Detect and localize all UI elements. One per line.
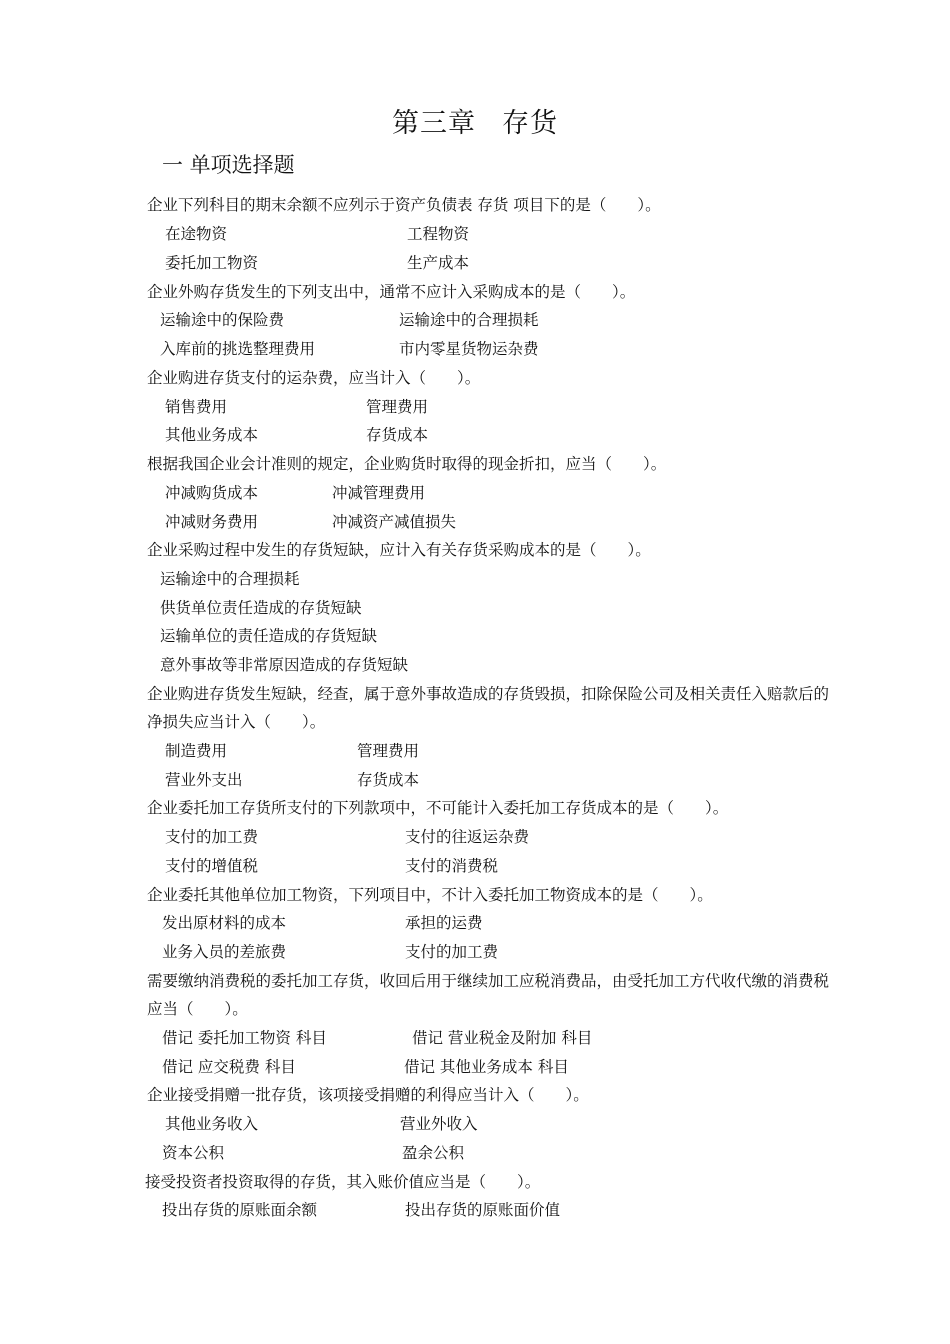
question-1-option-c: 委托加工物资: [165, 254, 259, 272]
question-9-option-c: 借记 应交税费 科目: [162, 1058, 296, 1076]
question-8-option-c: 业务入员的差旅费: [162, 943, 287, 961]
question-10-option-d: 盈余公积: [402, 1144, 465, 1162]
question-2-stem: 企业外购存货发生的下列支出中，通常不应计入采购成本的是（ ）。: [147, 283, 636, 301]
question-9-option-a: 借记 委托加工物资 科目: [162, 1029, 327, 1047]
question-7-option-d: 支付的消费税: [405, 857, 499, 875]
question-4-option-c: 冲减财务费用: [165, 513, 259, 531]
question-7-option-a: 支付的加工费: [165, 828, 259, 846]
question-2-option-a: 运输途中的保险费: [160, 311, 285, 329]
section-heading: 一 单项选择题: [162, 153, 295, 177]
question-1-stem: 企业下列科目的期末余额不应列示于资产负债表 存货 项目下的是（ ）。: [147, 196, 661, 214]
question-8-option-b: 承担的运费: [405, 914, 483, 932]
question-7-stem: 企业委托加工存货所支付的下列款项中，不可能计入委托加工存货成本的是（ ）。: [147, 799, 729, 817]
question-8-stem: 企业委托其他单位加工物资，下列项目中，不计入委托加工物资成本的是（ ）。: [147, 886, 713, 904]
question-5-option-c: 运输单位的责任造成的存货短缺: [160, 627, 378, 645]
question-4-stem: 根据我国企业会计准则的规定，企业购货时取得的现金折扣，应当（ ）。: [147, 455, 667, 473]
question-6-option-b: 管理费用: [357, 742, 420, 760]
question-3-option-a: 销售费用: [165, 398, 228, 416]
question-2-option-d: 市内零星货物运杂费: [399, 340, 539, 358]
question-3-stem: 企业购进存货支付的运杂费，应当计入（ ）。: [147, 369, 481, 387]
question-10-option-b: 营业外收入: [400, 1115, 478, 1133]
question-3-option-c: 其他业务成本: [165, 426, 259, 444]
question-7-option-c: 支付的增值税: [165, 857, 259, 875]
question-2-option-b: 运输途中的合理损耗: [399, 311, 539, 329]
question-6-stem-line-1: 企业购进存货发生短缺，经查，属于意外事故造成的存货毁损，扣除保险公司及相关责任入赔款后的: [147, 685, 830, 703]
question-10-option-c: 资本公积: [162, 1144, 225, 1162]
question-11-option-b: 投出存货的原账面价值: [405, 1201, 561, 1219]
chapter-name: 存货: [502, 108, 558, 139]
question-1-option-d: 生产成本: [407, 254, 470, 272]
question-9-option-d: 借记 其他业务成本 科目: [404, 1058, 569, 1076]
question-9-option-b: 借记 营业税金及附加 科目: [412, 1029, 593, 1047]
question-2-option-c: 入库前的挑选整理费用: [160, 340, 316, 358]
question-5-option-b: 供货单位责任造成的存货短缺: [160, 599, 362, 617]
question-9-stem-line-2: 应当（ ）。: [147, 1000, 248, 1018]
question-4-option-a: 冲减购货成本: [165, 484, 259, 502]
question-6-option-a: 制造费用: [165, 742, 228, 760]
question-9-stem-line-1: 需要缴纳消费税的委托加工存货，收回后用于继续加工应税消费品，由受托加工方代收代缴的消费税: [147, 972, 830, 990]
question-4-option-b: 冲减管理费用: [332, 484, 426, 502]
question-11-stem: 接受投资者投资取得的存货，其入账价值应当是（ ）。: [145, 1173, 541, 1191]
question-10-stem: 企业接受捐赠一批存货，该项接受捐赠的利得应当计入（ ）。: [147, 1086, 589, 1104]
question-8-option-a: 发出原材料的成本: [162, 914, 287, 932]
question-3-option-d: 存货成本: [366, 426, 429, 444]
question-5-stem: 企业采购过程中发生的存货短缺，应计入有关存货采购成本的是（ ）。: [147, 541, 651, 559]
question-8-option-d: 支付的加工费: [405, 943, 499, 961]
question-3-option-b: 管理费用: [366, 398, 429, 416]
question-1-option-b: 工程物资: [407, 225, 470, 243]
question-10-option-a: 其他业务收入: [165, 1115, 259, 1133]
question-4-option-d: 冲减资产减值损失: [332, 513, 457, 531]
question-6-stem-line-2: 净损失应当计入（ ）。: [147, 713, 326, 731]
question-5-option-a: 运输途中的合理损耗: [160, 570, 300, 588]
question-11-option-a: 投出存货的原账面余额: [162, 1201, 318, 1219]
chapter-number: 第三章: [392, 108, 476, 139]
chapter-title: [0, 106, 950, 142]
question-7-option-b: 支付的往返运杂费: [405, 828, 530, 846]
question-5-option-d: 意外事故等非常原因造成的存货短缺: [160, 656, 409, 674]
question-1-option-a: 在途物资: [165, 225, 228, 243]
question-6-option-c: 营业外支出: [165, 771, 243, 789]
question-6-option-d: 存货成本: [357, 771, 420, 789]
